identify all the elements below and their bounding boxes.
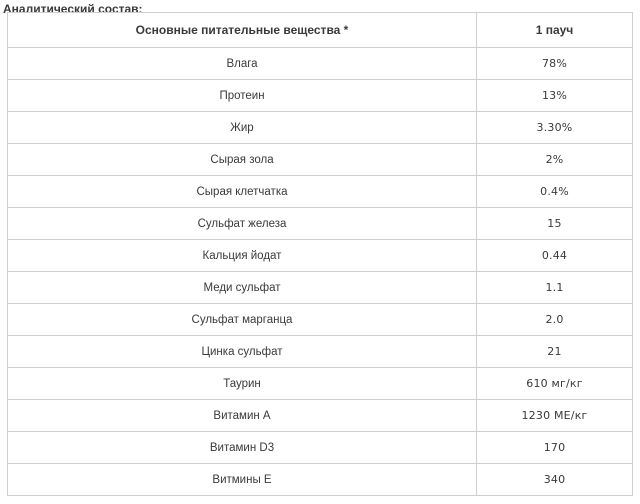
table-row [8,400,633,432]
nutrient-name: Сульфат железа [8,208,477,240]
table-row [8,432,633,464]
nutrient-name: Цинка сульфат [8,336,477,368]
amount-column-header: 1 пауч [477,13,633,48]
nutrient-value: 2.0 [477,304,633,336]
nutrient-name: Сульфат марганца [8,304,477,336]
nutrient-name: Меди сульфат [8,272,477,304]
table-row [8,464,633,496]
nutrient-value: 3.30% [477,112,633,144]
nutrient-name: Жир [8,112,477,144]
table-row [8,112,633,144]
table-row [8,208,633,240]
section-heading: Аналитический состав: [3,2,143,16]
table-row [8,336,633,368]
nutrient-name: Витамин D3 [8,432,477,464]
nutrient-value: 0.44 [477,240,633,272]
nutrient-value: 2% [477,144,633,176]
nutrient-name: Витмины Е [8,464,477,496]
nutrient-value: 78% [477,48,633,80]
nutrient-name: Кальция йодат [8,240,477,272]
nutrient-value: 15 [477,208,633,240]
nutrient-name: Протеин [8,80,477,112]
nutrient-value: 340 [477,464,633,496]
table-row [8,144,633,176]
nutrient-value: 1230 МЕ/кг [477,400,633,432]
nutrient-value: 0.4% [477,176,633,208]
nutrient-column-header: Основные питательные вещества * [8,13,477,48]
nutrient-value: 170 [477,432,633,464]
table-row [8,48,633,80]
table-row [8,368,633,400]
composition-table [7,12,633,496]
table-row [8,240,633,272]
nutrient-name: Сырая зола [8,144,477,176]
nutrient-name: Сырая клетчатка [8,176,477,208]
table-header-row [8,13,633,48]
nutrient-name: Влага [8,48,477,80]
nutrient-name: Витамин A [8,400,477,432]
table-row [8,80,633,112]
nutrient-value: 13% [477,80,633,112]
nutrient-value: 21 [477,336,633,368]
table-row [8,272,633,304]
nutrient-value: 610 мг/кг [477,368,633,400]
nutrient-value: 1.1 [477,272,633,304]
table-row [8,304,633,336]
table-row [8,176,633,208]
nutrient-name: Таурин [8,368,477,400]
